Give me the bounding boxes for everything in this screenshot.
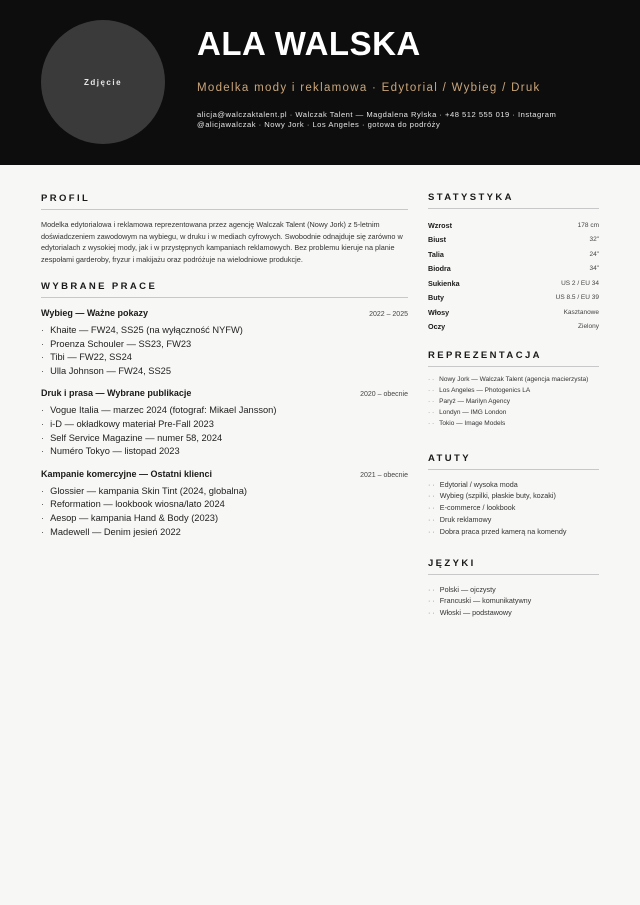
stat-value: Zielony — [578, 323, 599, 331]
stat-label: Biodra — [428, 264, 451, 274]
representation-list — [428, 375, 599, 430]
stat-value: US 8.5 / EU 39 — [555, 294, 599, 302]
entry-list — [41, 324, 408, 378]
entry-title: Wybieg — Ważne pokazy — [41, 308, 149, 318]
list-item: · · Los Angeles — Photogenics LA — [428, 386, 599, 397]
works-entry-runway — [41, 308, 408, 378]
stat-row-hair — [428, 305, 599, 320]
list-item: · · Paryż — Marilyn Agency — [428, 397, 599, 408]
stat-row-height — [428, 218, 599, 233]
list-item: · Ulla Johnson — FW24, SS25 — [41, 365, 408, 379]
stat-value: 34" — [589, 265, 599, 273]
stat-label: Biust — [428, 235, 446, 245]
list-item: · · Polski — ojczysty — [428, 584, 599, 596]
stat-label: Sukienka — [428, 278, 460, 288]
representation-heading: REPREZENTACJA — [428, 350, 599, 367]
list-item: · · E-commerce / lookbook — [428, 502, 599, 514]
languages-heading: JĘZYKI — [428, 558, 599, 575]
entry-list — [41, 485, 408, 539]
stat-value: Kasztanowe — [563, 308, 599, 316]
list-item: · Reformation — lookbook wiosna/lato 2024 — [41, 498, 408, 512]
stat-label: Talia — [428, 249, 444, 259]
contact-line-1: alicja@walczaktalent.pl · Walczak Talent — Magdalena Rylska · +48 512 555 019 · Instagram — [197, 110, 557, 119]
stats-heading: STATYSTYKA — [428, 192, 599, 209]
list-item: · Vogue Italia — marzec 2024 (fotograf: Mikael Jansson) — [41, 404, 408, 418]
list-item: · · Edytorial / wysoka moda — [428, 479, 599, 491]
contact-line-2: @alicjawalczak · Nowy Jork · Los Angeles · gotowa do podróży — [197, 120, 441, 129]
stat-row-eyes — [428, 320, 599, 335]
photo-label: Zdjęcie — [83, 77, 123, 87]
list-item: · Glossier — kampania Skin Tint (2024, globalna) — [41, 485, 408, 499]
list-item: · i-D — okładkowy materiał Pre-Fall 2023 — [41, 418, 408, 432]
full-name: ALA WALSKA — [197, 25, 421, 62]
strengths-list — [428, 479, 599, 538]
entry-title: Kampanie komercyjne — Ostatni klienci — [41, 468, 213, 479]
photo-placeholder — [41, 20, 165, 144]
list-item: · Self Service Magazine — numer 58, 2024 — [41, 432, 408, 446]
entry-title: Druk i prasa — Wybrane publikacje — [41, 388, 192, 399]
stat-row-waist — [428, 247, 599, 262]
list-item: · · Dobra praca przed kamerą na komendy — [428, 526, 599, 538]
list-item: · · Nowy Jork — Walczak Talent (agencja macierzysta) — [428, 375, 599, 386]
profile-text: Modelka edytorialowa i reklamowa reprezentowana przez agencję Walczak Talent (Nowy Jork) z 5-letnim doświadczeniem zawodowym na wybiegu, w druku i w mediach cyfrowych. Swobodnie odnajduje się zarówno w edytorialach z wysokiej mody, jak i w przystępnych kampaniach reklamowych. Bez problemu kieruje na planie zespołami garderoby, fryzur i makijażu oraz podróżuje na wielodniowe produkcje. — [41, 220, 403, 264]
stat-row-bust — [428, 233, 599, 248]
side-column — [428, 192, 599, 619]
contact-info — [197, 110, 597, 130]
stat-value: US 2 / EU 34 — [561, 279, 599, 287]
list-item: · Aesop — kampania Hand & Body (2023) — [41, 512, 408, 526]
works-entry-print — [41, 388, 408, 458]
list-item: · · Tokio — Image Models — [428, 419, 599, 430]
profile-heading: PROFIL — [41, 193, 408, 210]
list-item: · · Druk reklamowy — [428, 514, 599, 526]
stat-label: Wzrost — [428, 220, 452, 230]
stat-label: Włosy — [428, 307, 450, 317]
strengths-heading: ATUTY — [428, 453, 599, 470]
stat-row-hips — [428, 262, 599, 277]
entry-date: 2022 – 2025 — [369, 311, 408, 318]
stat-value: 32" — [589, 236, 599, 244]
list-item: · Madewell — Denim jesień 2022 — [41, 526, 408, 540]
list-item: · · Londyn — IMG London — [428, 408, 599, 419]
stat-value: 24" — [589, 250, 599, 258]
stat-row-dress — [428, 276, 599, 291]
stat-row-shoes — [428, 291, 599, 306]
list-item: · Proenza Schouler — SS23, FW23 — [41, 338, 408, 352]
header — [0, 0, 640, 165]
list-item: · · Włoski — podstawowy — [428, 607, 599, 619]
stat-value: 178 cm — [577, 221, 599, 229]
entry-list — [41, 404, 408, 458]
list-item: · Khaite — FW24, SS25 (na wyłączność NYFW) — [41, 324, 408, 338]
languages-list — [428, 584, 599, 619]
tagline: Modelka mody i reklamowa · Edytorial / Wybieg / Druk — [197, 82, 541, 94]
stats-table — [428, 218, 599, 334]
entry-date: 2020 – obecnie — [360, 391, 408, 399]
list-item: · Tibi — FW22, SS24 — [41, 351, 408, 365]
list-item: · · Francuski — komunikatywny — [428, 595, 599, 607]
main-column — [41, 193, 408, 539]
works-heading: WYBRANE PRACE — [41, 281, 408, 298]
stat-label: Oczy — [428, 322, 446, 332]
list-item: · Numéro Tokyo — listopad 2023 — [41, 445, 408, 459]
works-entry-commercial — [41, 469, 408, 539]
entry-date: 2021 – obecnie — [360, 471, 408, 479]
list-item: · · Wybieg (szpilki, płaskie buty, kozaki) — [428, 490, 599, 502]
stat-label: Buty — [428, 293, 444, 303]
